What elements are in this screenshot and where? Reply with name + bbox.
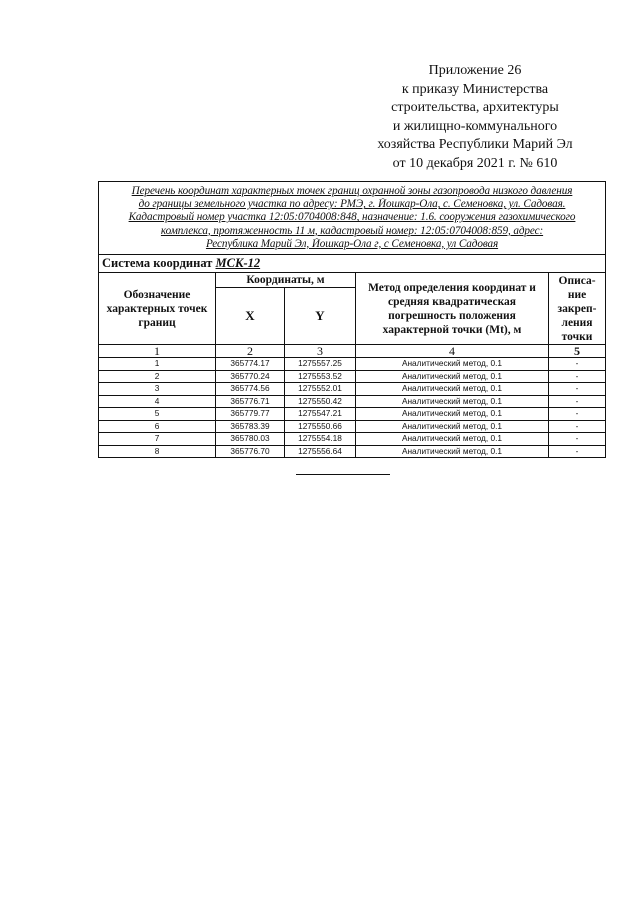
description: - [549, 445, 606, 458]
table-row [99, 433, 606, 446]
y-coordinate: 1275547.21 [285, 408, 356, 421]
description: - [549, 420, 606, 433]
header-point: Обозначение характерных точек границ [99, 273, 216, 345]
caption-line: комплекса, протяженность 11 м, кадастровый номер: 12:05:0704008:859, адрес: [160, 224, 544, 237]
y-coordinate: 1275550.42 [285, 395, 356, 408]
method: Аналитический метод, 0.1 [356, 383, 549, 396]
system-row [99, 255, 606, 273]
x-coordinate: 365776.70 [216, 445, 285, 458]
x-coordinate: 365779.77 [216, 408, 285, 421]
appendix-line: от 10 декабря 2021 г. № 610 [392, 155, 558, 171]
table-caption [99, 182, 606, 255]
point-id: 4 [99, 395, 216, 408]
header-coords: Координаты, м [216, 273, 356, 288]
header-y: Y [285, 288, 356, 345]
column-number: 1 [99, 345, 216, 358]
coordinate-system [99, 255, 606, 273]
point-id: 5 [99, 408, 216, 421]
point-id: 8 [99, 445, 216, 458]
y-coordinate: 1275557.25 [285, 358, 356, 371]
point-id: 1 [99, 358, 216, 371]
description: - [549, 433, 606, 446]
appendix-line: и жилищно-коммунального [392, 118, 558, 134]
point-id: 2 [99, 370, 216, 383]
method: Аналитический метод, 0.1 [356, 395, 549, 408]
caption-line: Республика Марий Эл, Йошкар-Ола г, с Семеновка, ул Садовая [205, 237, 499, 250]
point-id: 3 [99, 383, 216, 396]
description: - [549, 358, 606, 371]
header-method: Метод определения координат и средняя квадратическая погрешность положения характерной точки (Mt), м [356, 273, 549, 345]
table-row [99, 408, 606, 421]
y-coordinate: 1275550.66 [285, 420, 356, 433]
column-number: 3 [285, 345, 356, 358]
x-coordinate: 365774.56 [216, 383, 285, 396]
table-row [99, 358, 606, 371]
coordinate-system-label: Система координат [102, 256, 213, 271]
description: - [549, 383, 606, 396]
point-id: 7 [99, 433, 216, 446]
caption-line: Перечень координат характерных точек границ охранной зоны газопровода низкого давления [131, 185, 573, 197]
column-number: 5 [549, 345, 606, 358]
description: - [549, 370, 606, 383]
closing-rule [296, 474, 390, 475]
column-number-row [99, 345, 606, 358]
appendix-line: хозяйства Республики Марий Эл [377, 137, 573, 153]
table-row [99, 395, 606, 408]
y-coordinate: 1275553.52 [285, 370, 356, 383]
caption-row [99, 182, 606, 255]
method: Аналитический метод, 0.1 [356, 420, 549, 433]
header-row [99, 273, 606, 288]
x-coordinate: 365776.71 [216, 395, 285, 408]
point-id: 6 [99, 420, 216, 433]
caption-line: Кадастровый номер участка 12:05:0704008:848, назначение: 1.6. сооружения газохимического [128, 211, 576, 224]
method: Аналитический метод, 0.1 [356, 370, 549, 383]
description: - [549, 395, 606, 408]
column-number: 2 [216, 345, 285, 358]
y-coordinate: 1275556.64 [285, 445, 356, 458]
x-coordinate: 365780.03 [216, 433, 285, 446]
coordinates-table [98, 181, 606, 458]
x-coordinate: 365783.39 [216, 420, 285, 433]
header-x: X [216, 288, 285, 345]
table-row [99, 445, 606, 458]
y-coordinate: 1275554.18 [285, 433, 356, 446]
method: Аналитический метод, 0.1 [356, 433, 549, 446]
method: Аналитический метод, 0.1 [356, 358, 549, 371]
table-row [99, 370, 606, 383]
table-row [99, 420, 606, 433]
caption-line: до границы земельного участка по адресу: РМЭ, г. Йошкар-Ола, с. Семеновка, ул. Садовая. [138, 198, 566, 211]
header-description: Описа-ние закреп-ления точки [549, 273, 606, 345]
y-coordinate: 1275552.01 [285, 383, 356, 396]
appendix-header [330, 62, 620, 174]
appendix-line: строительства, архитектуры [391, 100, 559, 116]
column-number: 4 [356, 345, 549, 358]
table-row [99, 383, 606, 396]
appendix-line: к приказу Министерства [401, 81, 549, 97]
x-coordinate: 365774.17 [216, 358, 285, 371]
method: Аналитический метод, 0.1 [356, 445, 549, 458]
description: - [549, 408, 606, 421]
coordinate-system-name: МСК-12 [215, 256, 261, 271]
method: Аналитический метод, 0.1 [356, 408, 549, 421]
appendix-line: Приложение 26 [428, 63, 522, 78]
x-coordinate: 365770.24 [216, 370, 285, 383]
